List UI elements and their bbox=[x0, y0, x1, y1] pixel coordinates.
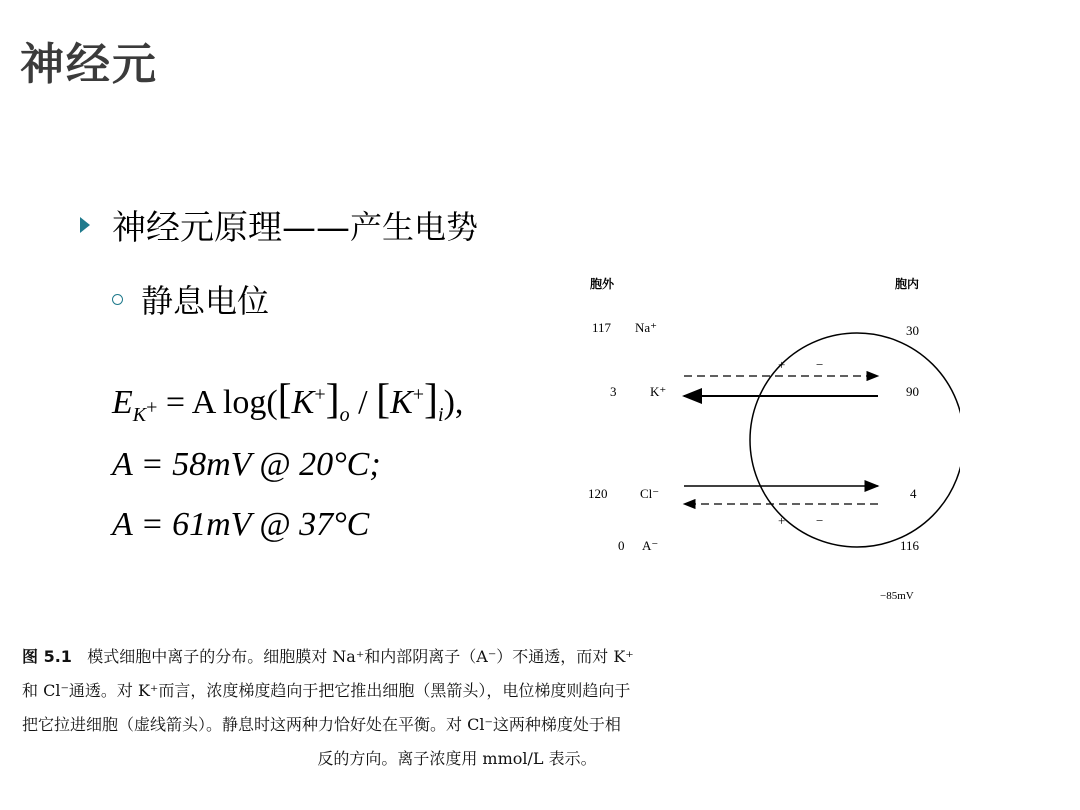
cl-ion-label: Cl⁻ bbox=[640, 486, 660, 501]
ion-distribution-diagram bbox=[580, 268, 960, 608]
bracket-right-icon: ] bbox=[325, 377, 340, 423]
membrane-potential: −85mV bbox=[880, 590, 914, 602]
bullet-resting-potential bbox=[112, 276, 269, 322]
formula-K-inner: K bbox=[390, 384, 413, 421]
a-in-value: 116 bbox=[900, 538, 920, 553]
k-in-value: 90 bbox=[906, 384, 919, 399]
inside-label: 胞内 bbox=[895, 277, 920, 291]
formula-line-1 bbox=[112, 376, 463, 427]
bracket-right-icon: ] bbox=[424, 377, 439, 423]
na-out-value: 117 bbox=[592, 320, 612, 335]
formula-sub-i: i bbox=[438, 403, 444, 426]
formula-line-3: A = 61mV @ 37°C bbox=[112, 506, 370, 543]
formula-line-2: A = 58mV @ 20°C; bbox=[112, 446, 381, 483]
caption-line-4: 反的方向。离子浓度用 mmol/L 表示。 bbox=[317, 749, 597, 768]
caption-line-2: 和 Cl⁻通透。对 K⁺而言，浓度梯度趋向于把它推出细胞（黑箭头），电位梯度则趋向于 bbox=[22, 681, 631, 700]
a-ion-label: A⁻ bbox=[642, 538, 659, 553]
formula-E-sub-K: K bbox=[132, 403, 147, 426]
k-plus-sign: + bbox=[778, 357, 786, 372]
bracket-left-icon: [ bbox=[376, 377, 391, 423]
outside-label: 胞外 bbox=[590, 277, 615, 291]
formula-E-sub-plus: + bbox=[146, 396, 158, 419]
figure-label: 图 5.1 bbox=[22, 647, 72, 666]
k-minus-sign: − bbox=[816, 357, 824, 372]
a-out-value: 0 bbox=[618, 538, 625, 553]
circle-bullet-icon bbox=[112, 294, 123, 305]
na-in-value: 30 bbox=[906, 323, 919, 338]
formula-eq: = A log( bbox=[157, 384, 278, 421]
na-ion-label: Na⁺ bbox=[635, 320, 658, 335]
caption-line-3: 把它拉进细胞（虚线箭头）。静息时这两种力恰好处在平衡。对 Cl⁻这两种梯度处于相 bbox=[22, 715, 621, 734]
formula-K-outer-plus: + bbox=[314, 383, 326, 406]
bullet2-text: 静息电位 bbox=[141, 282, 270, 320]
cl-in-value: 4 bbox=[910, 486, 917, 501]
cl-plus-sign: + bbox=[778, 513, 786, 528]
k-ion-label: K⁺ bbox=[650, 384, 667, 399]
figure-caption bbox=[22, 640, 892, 776]
formula-K-outer: K bbox=[291, 384, 315, 421]
bullet-neuron-principle bbox=[80, 200, 478, 249]
bracket-left-icon: [ bbox=[277, 377, 292, 423]
k-out-value: 3 bbox=[610, 384, 617, 399]
formula-end: ), bbox=[443, 384, 464, 421]
caption-line-1 bbox=[22, 640, 892, 674]
cl-out-value: 120 bbox=[588, 486, 608, 501]
formula-slash: / bbox=[349, 384, 377, 421]
bullet1-sub-text: 产生电势 bbox=[350, 207, 479, 246]
slide-title: 神经元 bbox=[20, 39, 158, 90]
cl-minus-sign: − bbox=[816, 513, 824, 528]
formula-E: E bbox=[112, 384, 133, 421]
formula-E-sub bbox=[132, 396, 158, 426]
formula-K-inner-plus: + bbox=[412, 383, 425, 406]
bullet1-main-text: 神经元原理—— bbox=[112, 208, 350, 248]
triangle-bullet-icon bbox=[80, 217, 90, 233]
formula-sub-o: o bbox=[339, 403, 350, 426]
caption-text-1: 模式细胞中离子的分布。细胞膜对 Na⁺和内部阴离子（A⁻）不通透，而对 K⁺ bbox=[87, 647, 634, 666]
